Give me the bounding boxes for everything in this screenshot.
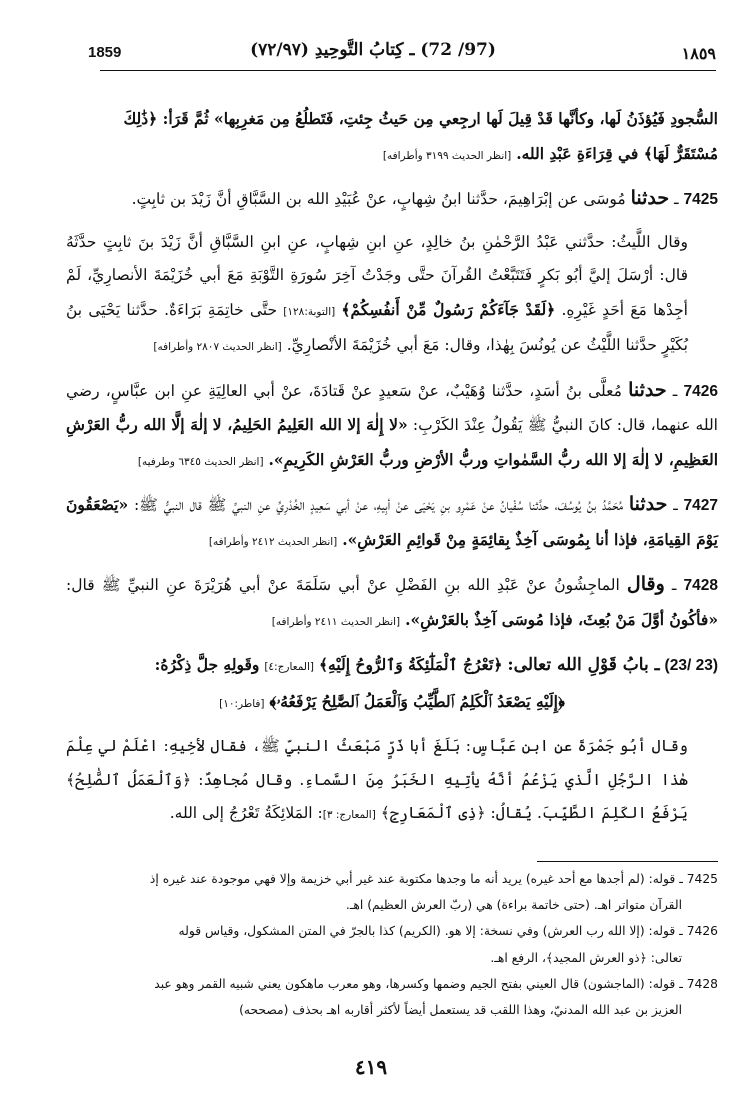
footnote: 7426 ـ قوله: (إلا الله رب العرش) وفي نسخة: إلا هو. (الكريم) كذا بالجرّ في المتن المشكول، وقياس قوله: [178, 924, 718, 939]
hadith-number: 7426: [683, 382, 718, 400]
hadith-quote: «يَصْعَقُونَ يَوْمَ القِيامَةِ، فإذا أنا بِمُوسَى آخِذٌ بِقائِمَةٍ مِنْ: [66, 495, 718, 549]
text-line: [66, 137, 718, 174]
footnote: 7425 ـ قوله: (لم أجدها مع أحد غيره) يريد أنه ما وجدها مكتوبة عند غير أبي خزيمة وإلا فهي موجودة عند غيره إذ: [149, 872, 718, 886]
header-rule: [100, 70, 716, 71]
cross-reference: [انظر الحديث ٦٣٤٥ وطرفيه]: [137, 455, 264, 468]
main-text: [66, 102, 718, 833]
running-header: [30, 38, 716, 68]
hadith-7425: 7425 ـ حدثنا مُوسَى عن إبْرَاهِيمَ، حدَّثنا ابنُ شِهابٍ، عنْ عُبَيْدِ الله بن السَّبَّاقِ أنَّ زَيْدَ بن ثابِتٍ.: [131, 187, 718, 209]
chapter-heading: (23 /23) ـ بابُ قَوْلِ الله تعالى: ﴿تَعْرُجُ ٱلْمَلَٰٓئِكَةُ وَٱلرُّوحُ إِلَيْهِ﴾ [المعارج:٤] وقَولِهِ جلَّ ذِكْرُهُ:: [154, 655, 718, 675]
footnote: 7428 ـ قوله: (الماجشون) قال العيني بفتح الجيم وضمها وكسرها، وهو معرب ماهكون يعني شبيه القمر وهو عبد: [154, 976, 718, 991]
hadith-7426: 7426 ـ حدثنا مُعلَّى بنُ أسَدٍ، حدَّثنا وُهَيْبٌ، عنْ سَعيدٍ عنْ قَتادَةَ، عنْ أبي العالِيَةِ عنِ ابن عبَّاسٍ، رضي الله عنهما، قال: كانَ النبيُّ ﷺ يَقُولُ عِنْدَ الكَرْبِ: «لا إِلٰهَ إلا الله العَلِيمُ الحَلِيمُ، لا إلٰهَ إلَّا الله ربُّ العَرْشِ العَظِيمِ، لا إلٰهَ إلا الله ربُّ السَّمٰواتِ وربُّ الأرْضِ وربُّ العَرْشِ الكَرِيمِ». [انظر الحديث ٦٣٤٥ وطرفيه]: [66, 378, 718, 469]
hadith-keyword: حدثنا: [628, 493, 668, 515]
text-line: السُّجودِ فَيُؤذَنُ لَها، وكأنَّها قَدْ قِيلَ لَها ارجِعي مِن حَيثُ جِئتِ، فَتَطلُعُ مِن مَغرِبِها» ثُمَّ قَرَأ: ﴿ذَٰلِكَ: [123, 109, 718, 128]
hadith-quote: «فأكُونُ أوَّلَ مَنْ بُعِثَ، فإذا مُوسَى آخِذٌ بالعَرْشِ».: [405, 609, 718, 629]
quran-quote: مُسْتَقَرٌّ لَهَا﴾ في قِرَاءَةِ عَبْدِ الله.: [516, 143, 718, 163]
hadith-quote: إلٰهَ إلَّا الله ربُّ العَرْشِ العَظِيمِ، لا إلٰهَ إلا الله ربُّ السَّمٰواتِ وربُّ الأرْضِ وربُّ العَرْشِ الكَرِيمِ».: [66, 415, 718, 469]
hadith-number: 7425: [683, 191, 718, 208]
quran-reference: [فاطر:١٠]: [219, 697, 265, 710]
paragraph-abu-jamra: وقال أبُو جَمْرَةَ عنِ ابنِ عَبَّاسٍ: بَلَغَ أبا ذَرٍّ مَبْعَثُ النبيِّ ﷺ، فقال لأخِيهِ: اعْلَمْ لي عِلْمَ هٰذا الرَّجُلِ الَّذي يَزْعُمُ أنَّهُ يأتِيهِ الخَبَرُ مِنَ السَّماءِ. وقال مُجاهِدٌ: ﴿وَٱلْعَمَلُ ٱلصَّٰلِحُ﴾ يَرْفَعُ الكَلِمَ الطَّيِّبَ. يُقالُ: ﴿ذِى ٱلْمَعَارِجِ﴾ [المعارج: ٣]: المَلائِكَةُ تَعْرُجُ إلى الله.: [66, 737, 688, 822]
page-number-footer: ٤١٩: [354, 1055, 388, 1079]
chapter-title: ـ بابُ قَوْلِ الله تعالى:: [507, 655, 660, 675]
footnotes: [66, 866, 718, 1023]
quran-reference: [المعارج: ٣]: [322, 809, 376, 821]
hadith-7427: 7427 ـ حدثنا مُحَمَّدُ بنُ يُوسُفَ، حدَّثنا سُفْيانُ عنْ عَمْرِو بنِ يَحْيَى عنْ أبِيهِ، عنْ أبي سَعِيدٍ الخُدْرِيِّ عنِ النبيِّ ﷺ قال النبيُّ ﷺ: «يَصْعَقُونَ يَوْمَ القِيامَةِ، فإذا أنا بِمُوسَى آخِذٌ بِقائِمَةٍ مِنْ قَوائِمِ العَرْشِ». [انظر الحديث ٢٤١٢ وأطرافه]: [66, 493, 719, 549]
hadith-number: 7427: [683, 497, 719, 514]
footnote-continuation: العزيز بن عبد الله المدنيّ، وهذا اللقب قد يستعمل أيضاً لأكثر أقاربه اهـ بحذف (مصححه): [239, 1003, 682, 1018]
quran-reference: [التوبة:١٢٨]: [283, 305, 336, 318]
cross-reference: [انظر الحديث ٢٤١٢ وأطرافه]: [208, 535, 338, 548]
page-number-arabic: ١٨٥٩: [681, 44, 716, 63]
running-title: (97/ 72) ـ كِتابُ التَّوحِيدِ (٧٢/٩٧): [250, 40, 496, 60]
hadith-keyword: حدثنا: [630, 187, 670, 209]
quran-quote: ﴿لَقَدْ جَآءَكُمْ رَسُولٌ مِّنْ أَنفُسِكُمْ﴾: [341, 299, 556, 319]
chapter-verse: [66, 685, 718, 722]
quran-reference: [المعارج:٤]: [264, 661, 314, 673]
hadith-quote: «لا إِلٰهَ إلا الله العَلِيمُ الحَلِيمُ، لا: [212, 415, 408, 434]
hadith-text: مُوسَى عن إبْرَاهِيمَ، حدَّثنا ابنُ شِهابٍ، عنْ عُبَيْدِ الله بن السَّبَّاقِ أنَّ زَيْدَ بن ثابِتٍ.: [131, 190, 626, 208]
hadith-keyword: وقال: [626, 573, 665, 595]
cross-reference: [انظر الحديث ٢٨٠٧ وأطرافه]: [153, 341, 282, 353]
footnote-continuation: تعالى: ﴿ذو العرش المجيد﴾، الرفع اهـ.: [490, 950, 682, 965]
hadith-quote: قَوائِمِ العَرْشِ».: [342, 529, 442, 549]
hadith-keyword: حدثنا: [628, 378, 667, 401]
cross-reference: [انظر الحديث ٢٤١١ وأطرافه]: [271, 615, 401, 628]
cross-reference: [انظر الحديث ٣١٩٩ وأطرافه]: [382, 149, 512, 162]
paragraph-layth: وقال اللَّيثُ: حدَّثني عَبْدُ الرَّحْمٰنِ بنُ خالِدٍ، عنِ ابنِ شِهابٍ، عنِ ابنِ السَّبَّاقِ أنَّ زَيْدَ بنَ ثابِتٍ حدَّثَهُ قال: أرْسَلَ إليَّ أبُو بَكرٍ فَتَتَبَّعْتُ القُرآنَ حتَّى وجَدْتُ آخِرَ سُورَةِ التَّوْبَةِ مَعَ أبي خُزَيْمَةَ الأنصارِيِّ، لَمْ أجِدْها مَعَ أحَدٍ غَيْرِهِ. ﴿لَقَدْ جَآءَكُمْ رَسُولٌ مِّنْ أَنفُسِكُمْ﴾ [التوبة:١٢٨] حتَّى خاتِمَةِ بَرَاءَةٌ. حدَّثنا يَحْيَى بنُ بُكَيْرٍ حدَّثنا اللَّيْثُ عن يُونُسَ بِهٰذا، وقال: مَعَ أبي خُزَيْمَةَ الأنْصارِيِّ. [انظر الحديث ٢٨٠٧ وأطرافه]: [66, 232, 689, 354]
hadith-7428: 7428 ـ وقال الماجِشُونُ عنْ عَبْدِ الله بنِ الفَضْلِ عنْ أبي سَلَمَةَ عنْ أبي هُرَيْرَةَ عنِ النبيِّ ﷺ قال: «فأكُونُ أوَّلَ مَنْ بُعِثَ، فإذا مُوسَى آخِذٌ بالعَرْشِ». [انظر الحديث ٢٤١١ وأطرافه]: [66, 573, 718, 629]
quran-quote: ﴿تَعْرُجُ ٱلْمَلَٰٓئِكَةُ وَٱلرُّوحُ إِلَيْهِ﴾: [318, 655, 503, 674]
footnote-continuation: القرآن متواتر اهـ. (حتى خاتمة براءة) هي (ربّ العرش العظيم) اهـ.: [345, 898, 682, 913]
quran-quote: ﴿إِلَيْهِ يَصْعَدُ ٱلْكَلِمُ ٱلطَّيِّبُ وَٱلْعَمَلُ ٱلصَّٰلِحُ يَرْفَعُهُۥ﴾: [269, 691, 565, 711]
hadith-number: 7428: [683, 577, 718, 594]
page-number-latin: 1859: [88, 44, 122, 61]
chapter-number: (23 /23): [664, 657, 718, 674]
footnote-separator: [537, 861, 718, 862]
